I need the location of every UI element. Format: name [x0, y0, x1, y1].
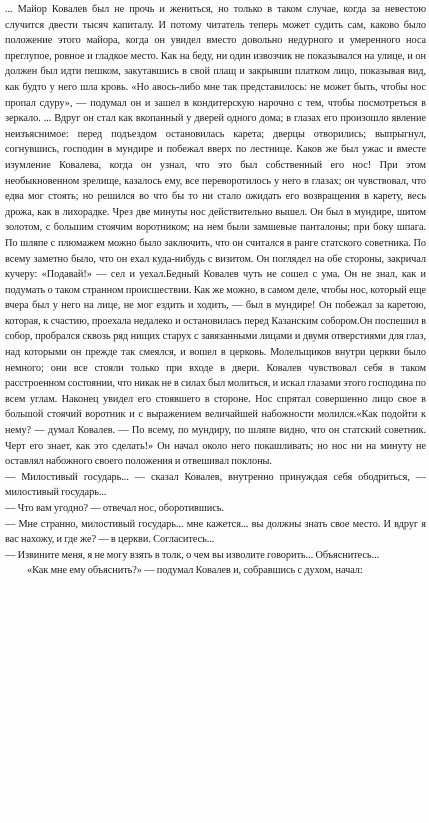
- paragraph-dialogue-1: — Милостивый государь... — сказал Ковалев, внутренно принуждая себя ободриться, — милостивый государь...: [5, 471, 426, 499]
- paragraph-dialogue-3: — Мне странно, милостивый государь... мне кажется... вы должны знать свое место. И вдруг я вас нахожу, и где же? — в церкви. Согласитесь...: [5, 518, 426, 546]
- story-text: [5, 2, 426, 579]
- paragraph-closing: «Как мне ему объяснить?» — подумал Ковалев и, собравшись с духом, начал:: [27, 565, 363, 577]
- paragraph-dialogue-4: — Извините меня, я не могу взять в толк, о чем вы изволите говорить... Объяснитесь...: [5, 549, 380, 561]
- paragraph-main-narrative: ... Майор Ковалев был не прочь и жениться, но только в таком случае, когда за невестою случится двести тысяч капиталу. И потому читатель теперь может судить сам, каково было положение этого майора, когда он увидел вместо довольно недурного и умеренного носа преглупое, ровное и гладкое место. Как на беду, ни один извозчик не показывался на улице, и он должен был идти пешком, закутавшись в свой плащ и закрывши платком лицо, показывая вид, как будто у него шла кровь. «Но авось-либо мне так представилось: не может быть, чтобы нос пропал сдуру», — подумал он и зашел в кондитерскую нарочно с тем, чтобы посмотреться в зеркало. ... Вдруг он стал как вкопанный у дверей одного дома; в глазах его произошло явление неизъяснимое: перед подъездом остановилась карета; дверцы отворились; выпрыгнул, согнувшись, господин в мундире и побежал вверх по лестнице. Каков же был ужас и вместе изумление Ковалева, когда он узнал, что это был собственный его нос! При этом необыкновенном зрелище, казалось ему, все переворотилось у него в глазах; он чувствовал, что едва мог стоять; но решился во что бы то ни стало ожидать его возвращения в карету, весь дрожа, как в лихорадке. Чрез две минуты нос действительно вышел. Он был в мундире, шитом золотом, с большим стоячим воротником; на нем были замшевые панталоны; при боку шпага. По шляпе с плюмажем можно было заключить, что он считался в ранге статского советника. По всему заметно было, что он ехал куда-нибудь с визитом. Он поглядел на обе стороны, закричал кучеру: «Подавай!» — сел и уехал.Бедный Ковалев чуть не сошел с ума. Он не знал, как и подумать о таком странном происшествии. Как же можно, в самом деле, чтобы нос, который еще вчера был у него на лице, не мог ездить и ходить, — был в мундире! Он побежал за каретою, которая, к счастию, проехала недалеко и остановилась перед Казанским собором.Он поспешил в собор, пробрался сквозь ряд нищих старух с завязанными лицами и двумя отверстиями для глаз, над которыми он прежде так смеялся, и вошел в церковь. Молельщиков внутри церкви было немного; они все стояли только при входе в двери. Ковалев чувствовал себя в таком расстроенном состоянии, что никак не в силах был молиться, и искал глазами этого господина по всем углам. Наконец увидел его стоявшего в стороне. Нос спрятал совершенно лицо свое в большой стоячий воротник и с выражением величайшей набожности молился.«Как подойти к нему? — думал Ковалев. — По всему, по мундиру, по шляпе видно, что он статский советник. Черт его знает, как это сделать!» Он начал около него покашливать; но нос ни на минуту не оставлял набожного своего положения и отвешивал поклоны.: [5, 4, 426, 468]
- paragraph-dialogue-2: — Что вам угодно? — отвечал нос, оборотившись.: [5, 503, 224, 514]
